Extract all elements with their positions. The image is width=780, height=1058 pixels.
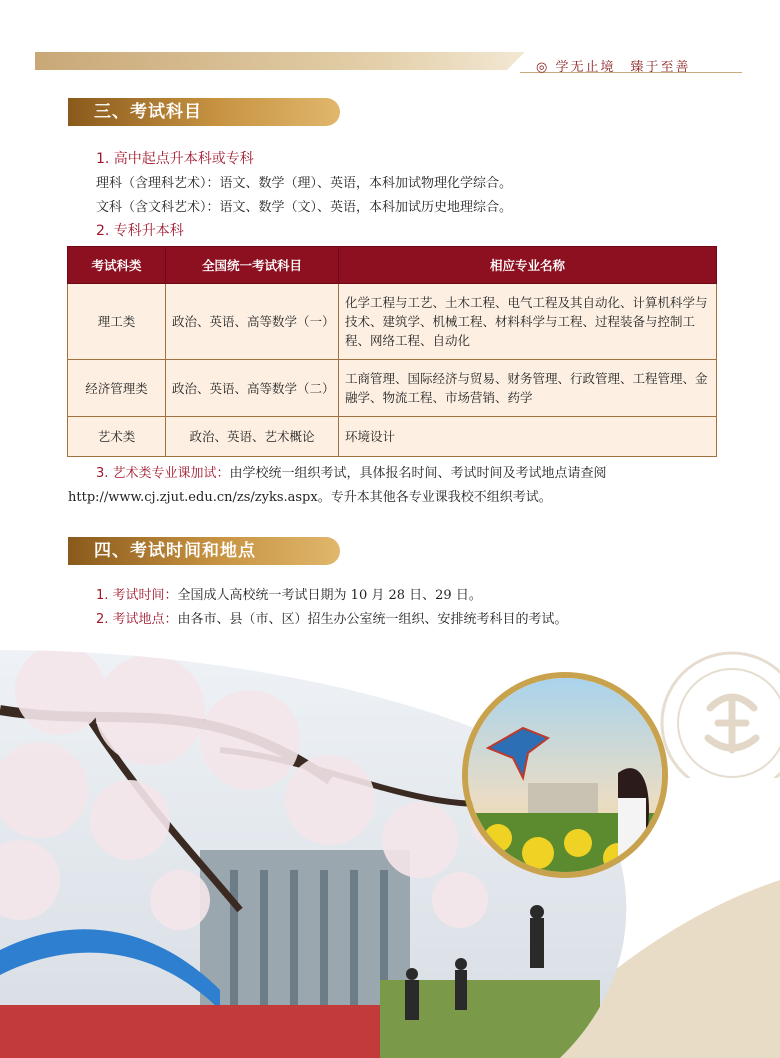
table-cell-category: 理工类 bbox=[68, 284, 166, 360]
art-exam-note bbox=[68, 462, 724, 510]
item1-title: 1. 高中起点升本科或专科 bbox=[96, 151, 254, 167]
item1-science-line: 理科（含理科艺术）：语文、数学（理）、英语，本科加试物理化学综合。 bbox=[96, 176, 513, 191]
header-decoration-bar bbox=[35, 52, 525, 70]
exam-place-line bbox=[96, 608, 568, 627]
table-cell-category: 艺术类 bbox=[68, 417, 166, 457]
subjects-table bbox=[67, 246, 717, 457]
exam-place-text: 由各市、县（市、区）招生办公室统一组织、安排统考科目的考试。 bbox=[177, 612, 568, 627]
table-row bbox=[68, 284, 717, 360]
section-title-exam-subjects: 三、考试科目 bbox=[68, 98, 340, 126]
item1-arts-line: 文科（含文科艺术）：语文、数学（文）、英语，本科加试历史地理综合。 bbox=[96, 200, 513, 215]
exam-time-label: 1. 考试时间： bbox=[96, 588, 178, 603]
table-header-cell: 全国统一考试科目 bbox=[166, 247, 339, 284]
kite-flying-photo bbox=[462, 672, 668, 878]
table-header-cell: 相应专业名称 bbox=[339, 247, 717, 284]
exam-time-text: 全国成人高校统一考试日期为 10 月 28 日、29 日。 bbox=[177, 588, 482, 603]
table-cell-category: 经济管理类 bbox=[68, 360, 166, 417]
item2-title: 2. 专科升本科 bbox=[96, 223, 184, 239]
exam-place-label: 2. 考试地点： bbox=[96, 612, 178, 627]
table-cell-subjects: 政治、英语、高等数学（二） bbox=[166, 360, 339, 417]
exam-time-line bbox=[96, 584, 482, 603]
art-exam-note-text: 由学校统一组织考试，具体报名时间、考试时间及考试地点请查阅 http://www.cj.zjut.edu.cn/zs/zyks.aspx。专升本其他各专业课我校不组织考试。 bbox=[68, 466, 607, 505]
section-title-exam-time-place: 四、考试时间和地点 bbox=[68, 537, 340, 565]
header-motto: ◎ 学无止境 臻于至善 bbox=[536, 60, 691, 75]
art-exam-note-label: 3. 艺术类专业课加试： bbox=[96, 466, 230, 481]
table-cell-subjects: 政治、英语、艺术概论 bbox=[166, 417, 339, 457]
table-cell-majors: 环境设计 bbox=[339, 417, 717, 457]
table-header-row bbox=[68, 247, 717, 284]
table-row bbox=[68, 360, 717, 417]
table-cell-subjects: 政治、英语、高等数学（一） bbox=[166, 284, 339, 360]
table-header-cell: 考试科类 bbox=[68, 247, 166, 284]
table-cell-majors: 工商管理、国际经济与贸易、财务管理、行政管理、工程管理、金融学、物流工程、市场营销、药学 bbox=[339, 360, 717, 417]
table-cell-majors: 化学工程与工艺、土木工程、电气工程及其自动化、计算机科学与技术、建筑学、机械工程、材料科学与工程、过程装备与控制工程、网络工程、自动化 bbox=[339, 284, 717, 360]
table-row bbox=[68, 417, 717, 457]
campus-photo-cherry-blossoms bbox=[0, 650, 780, 1058]
